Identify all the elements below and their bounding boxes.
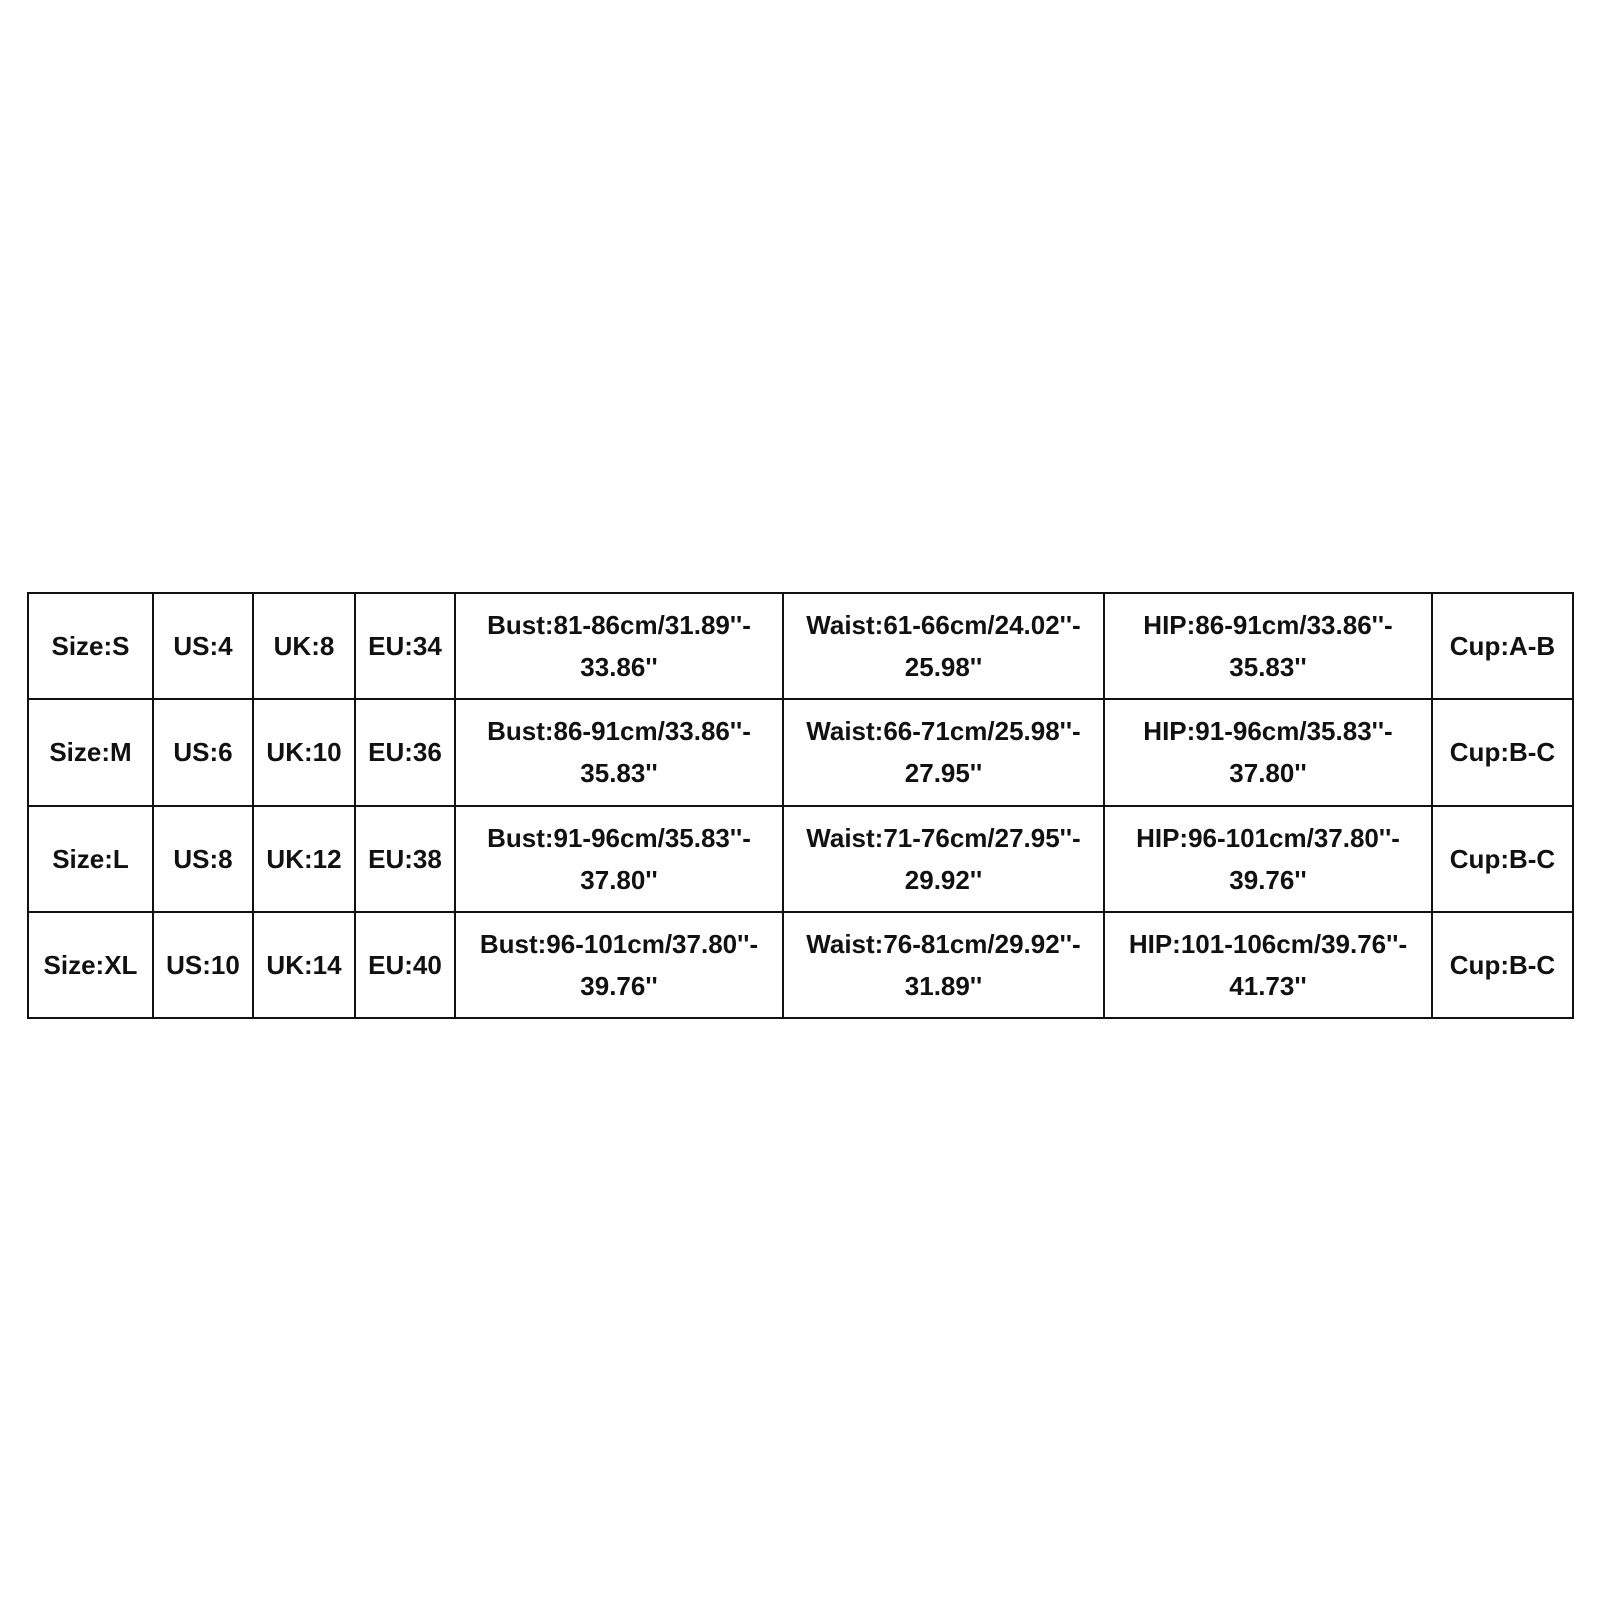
cup-cell: Cup:A-B [1432,593,1573,699]
waist-cell [783,912,1104,1018]
size-cell: Size:XL [28,912,153,1018]
bust-line-2: 37.80'' [580,864,658,895]
table-row [28,593,1573,699]
waist-cell [783,593,1104,699]
hip-cell [1104,912,1432,1018]
hip-line-2: 37.80'' [1229,758,1307,789]
cup-cell: Cup:B-C [1432,912,1573,1018]
hip-line-2: 41.73'' [1229,970,1307,1001]
waist-line-1: Waist:66-71cm/25.98''- [806,716,1081,747]
bust-line-2: 39.76'' [580,970,658,1001]
hip-line-1: HIP:101-106cm/39.76''- [1128,928,1408,959]
bust-cell [455,806,783,912]
us-size-cell: US:6 [153,699,253,805]
table-row [28,806,1573,912]
bust-line-1: Bust:96-101cm/37.80''- [479,928,759,959]
us-size-cell: US:4 [153,593,253,699]
waist-line-1: Waist:71-76cm/27.95''- [806,822,1081,853]
hip-cell [1104,593,1432,699]
hip-line-2: 39.76'' [1229,864,1307,895]
us-size-cell: US:10 [153,912,253,1018]
uk-size-cell: UK:10 [253,699,355,805]
waist-line-2: 27.95'' [904,758,983,789]
size-cell: Size:S [28,593,153,699]
bust-line-2: 35.83'' [580,758,658,789]
hip-cell [1104,806,1432,912]
eu-size-cell: EU:36 [355,699,455,805]
eu-size-cell: EU:40 [355,912,455,1018]
bust-cell [455,593,783,699]
cup-cell: Cup:B-C [1432,806,1573,912]
hip-line-2: 35.83'' [1229,652,1307,683]
waist-line-2: 25.98'' [904,652,983,683]
bust-cell [455,912,783,1018]
size-cell: Size:M [28,699,153,805]
bust-line-2: 33.86'' [580,652,658,683]
size-chart-table [27,592,1574,1019]
waist-line-2: 29.92'' [904,864,983,895]
waist-line-1: Waist:76-81cm/29.92''- [806,928,1081,959]
uk-size-cell: UK:8 [253,593,355,699]
bust-line-1: Bust:81-86cm/31.89''- [487,610,751,641]
bust-line-1: Bust:86-91cm/33.86''- [487,716,751,747]
eu-size-cell: EU:38 [355,806,455,912]
hip-line-1: HIP:91-96cm/35.83''- [1143,716,1393,747]
hip-line-1: HIP:86-91cm/33.86''- [1143,610,1393,641]
waist-line-1: Waist:61-66cm/24.02''- [806,610,1081,641]
bust-line-1: Bust:91-96cm/35.83''- [487,822,751,853]
table-row [28,699,1573,805]
bust-cell [455,699,783,805]
eu-size-cell: EU:34 [355,593,455,699]
cup-cell: Cup:B-C [1432,699,1573,805]
size-cell: Size:L [28,806,153,912]
uk-size-cell: UK:12 [253,806,355,912]
hip-line-1: HIP:96-101cm/37.80''- [1136,822,1400,853]
waist-line-2: 31.89'' [904,970,983,1001]
waist-cell [783,806,1104,912]
uk-size-cell: UK:14 [253,912,355,1018]
us-size-cell: US:8 [153,806,253,912]
waist-cell [783,699,1104,805]
hip-cell [1104,699,1432,805]
table-row [28,912,1573,1018]
